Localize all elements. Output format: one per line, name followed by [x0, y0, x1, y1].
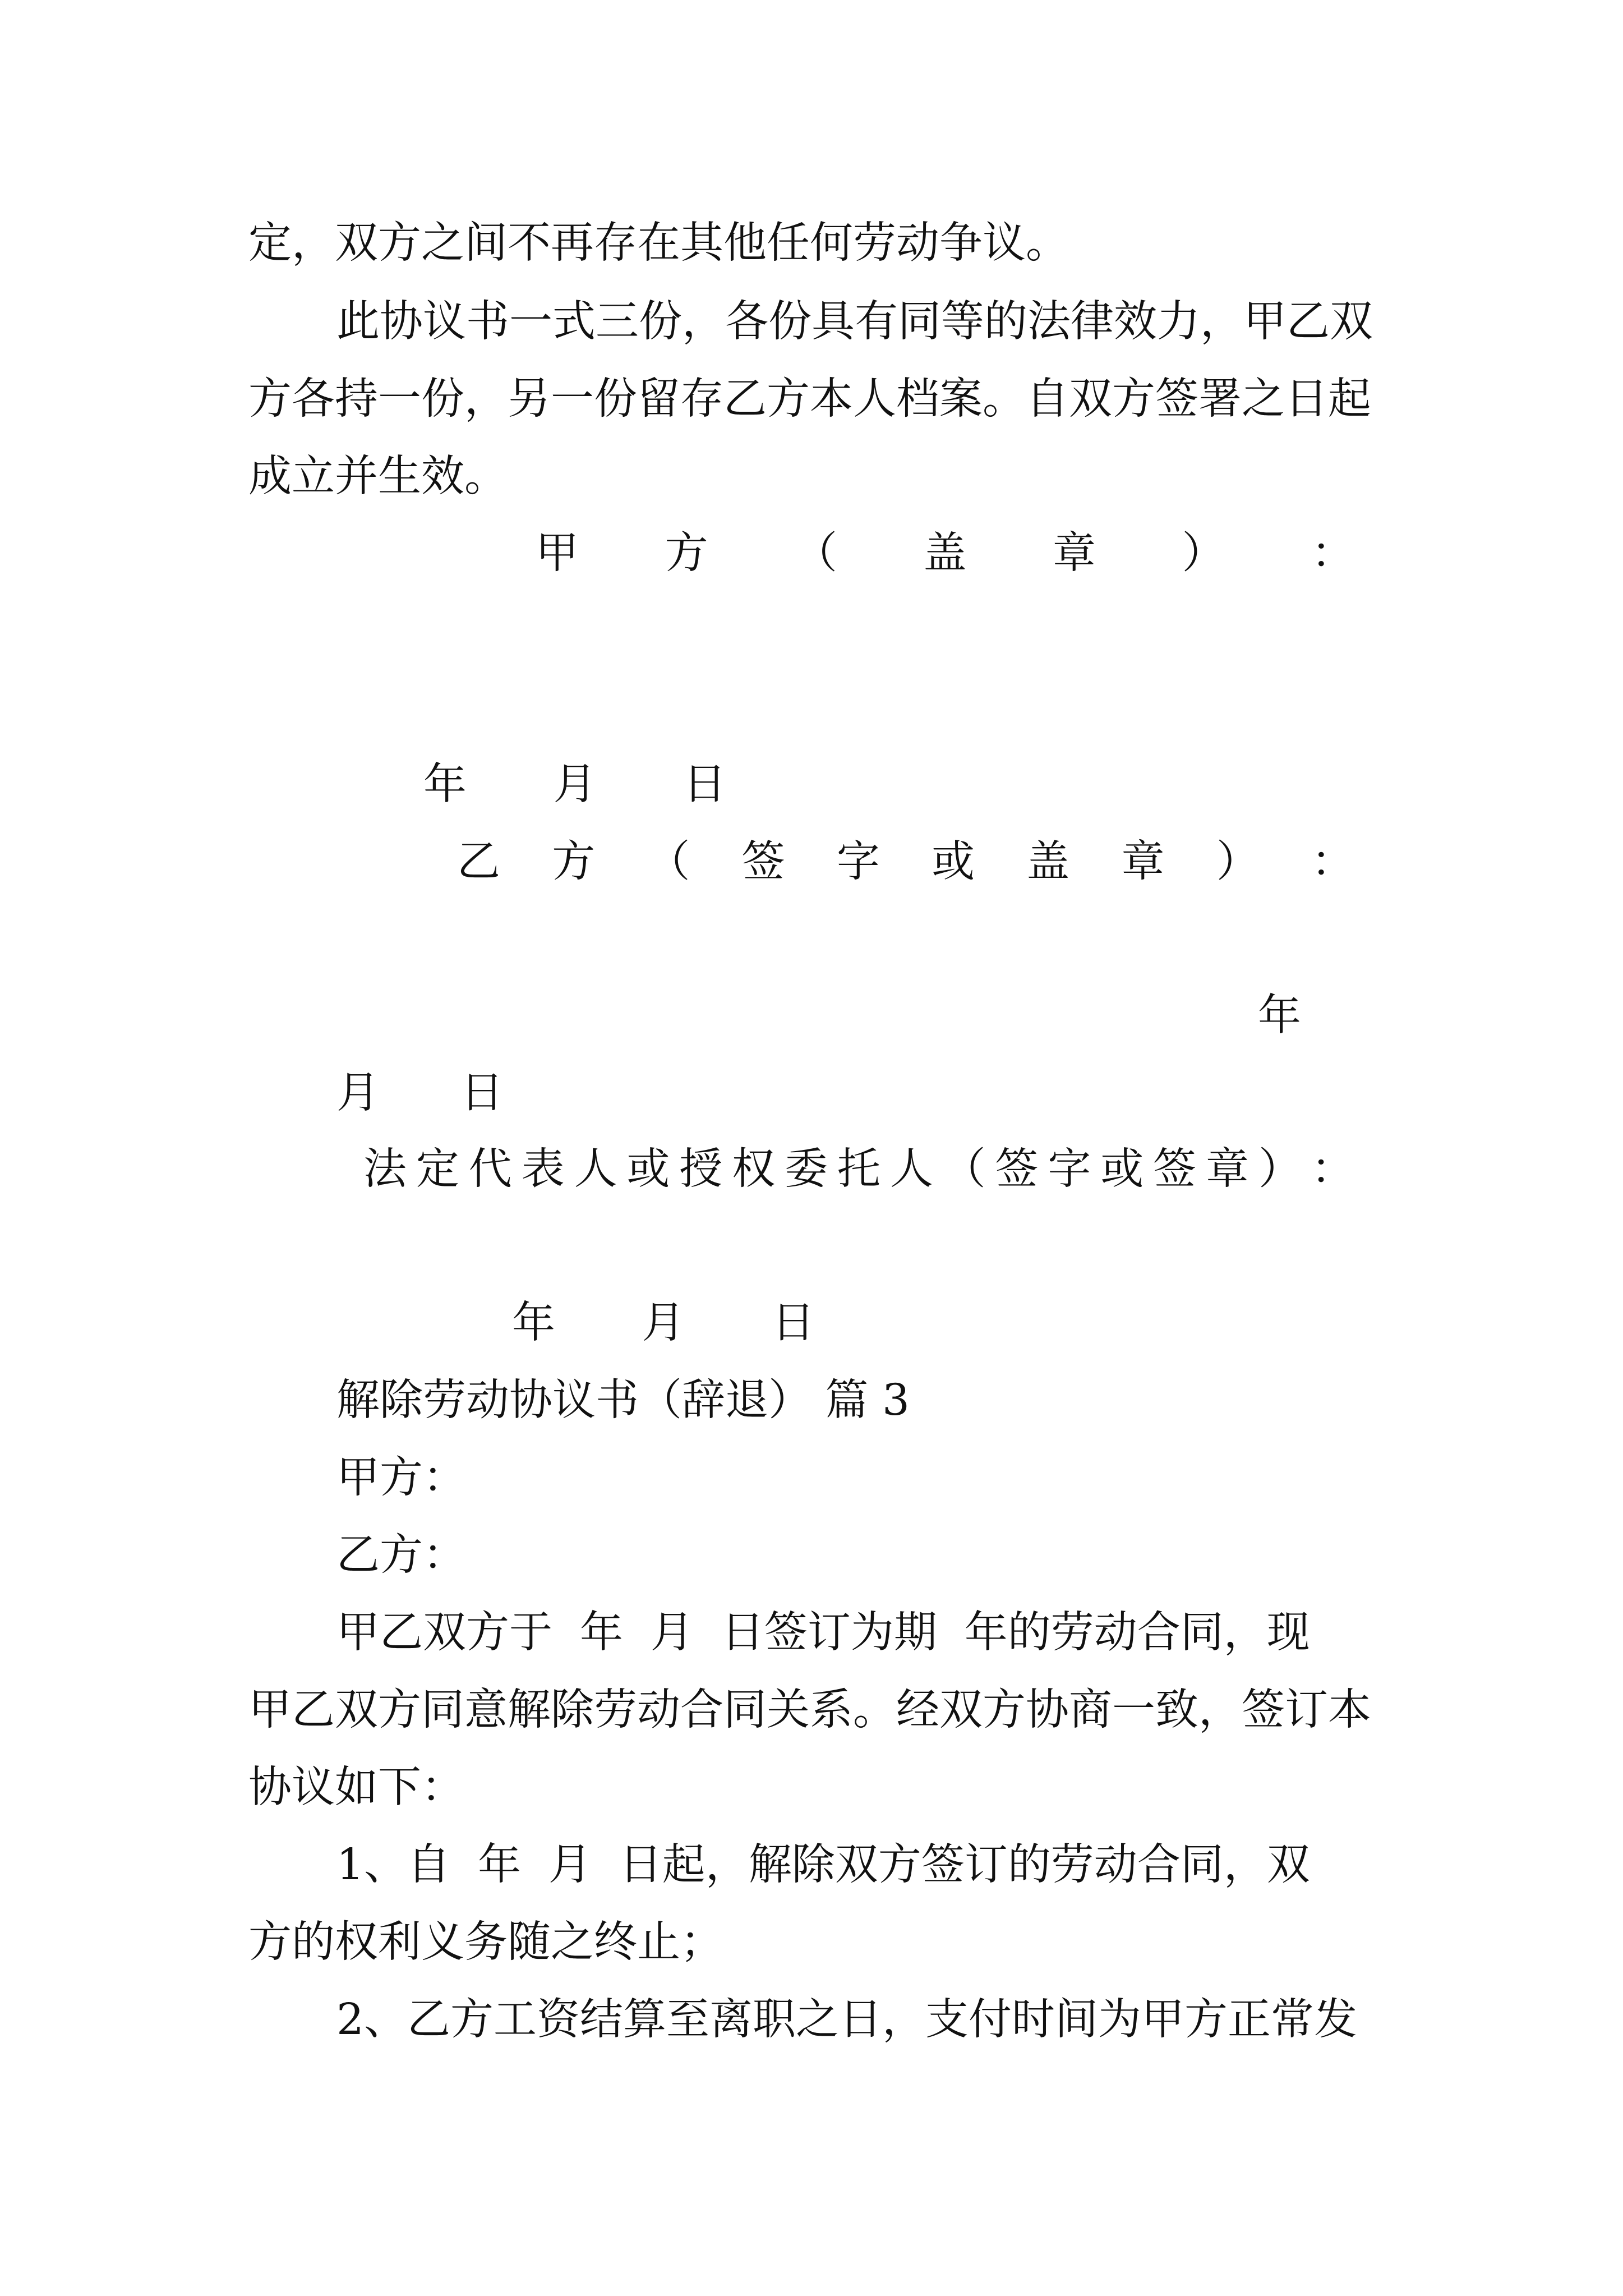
- text-line: 方各持一份，另一份留存乙方本人档案。自双方签署之日起: [248, 374, 1371, 424]
- date-year: 年: [1258, 991, 1301, 1041]
- char: ：: [1311, 837, 1354, 887]
- char: 人: [574, 1144, 617, 1194]
- char: （: [647, 837, 690, 887]
- text-line: 协议如下：: [248, 1763, 464, 1812]
- section-heading: 解除劳动协议书（辞退） 篇 3: [336, 1375, 910, 1425]
- party-b-label: 乙方：: [336, 1530, 466, 1580]
- char: ）: [1258, 1144, 1302, 1194]
- party-b-signature-line: [457, 837, 1354, 887]
- char: 权: [732, 1144, 776, 1194]
- char: 章: [1206, 1144, 1249, 1194]
- text-line: 定，双方之间不再存在其他任何劳动争议。: [248, 218, 1069, 268]
- char: 人: [889, 1144, 933, 1194]
- char: 表: [521, 1144, 565, 1194]
- party-a-label: 甲方：: [336, 1453, 466, 1503]
- text-line: 甲乙双方同意解除劳动合同关系。经双方协商一致，签订本: [248, 1685, 1371, 1735]
- char: 签: [741, 837, 785, 887]
- char: 盖: [1026, 837, 1070, 887]
- char: 章: [1121, 837, 1165, 887]
- char: 乙: [457, 837, 500, 887]
- char: 代: [468, 1144, 512, 1194]
- date-month: 月: [336, 1068, 380, 1118]
- char: 方: [552, 837, 596, 887]
- char: 授: [679, 1144, 723, 1194]
- text-line: 甲乙双方于 年 月 日签订为期 年的劳动合同，现: [336, 1608, 1310, 1658]
- date-month: 月: [553, 760, 597, 809]
- char: 字: [836, 837, 880, 887]
- char: 甲: [536, 528, 579, 578]
- char: （: [794, 528, 837, 578]
- date-line: [512, 1298, 815, 1348]
- char: 方: [665, 528, 708, 578]
- char: 章: [1053, 528, 1096, 578]
- char: 托: [837, 1144, 880, 1194]
- char: 定: [416, 1144, 459, 1194]
- text-line: 此协议书一式三份，各份具有同等的法律效力，甲乙双: [336, 297, 1373, 347]
- char: 签: [1153, 1144, 1197, 1194]
- date-day: 日: [772, 1298, 815, 1348]
- char: 委: [785, 1144, 828, 1194]
- char: ：: [1311, 1144, 1354, 1194]
- representative-signature-line: [363, 1144, 1354, 1194]
- char: （: [942, 1144, 986, 1194]
- date-year: 年: [512, 1298, 555, 1348]
- text-line: 成立并生效。: [248, 452, 508, 501]
- date-year: 年: [423, 760, 467, 809]
- date-month: 月: [642, 1298, 685, 1348]
- char: 或: [932, 837, 975, 887]
- party-a-signature-line: [536, 528, 1354, 578]
- char: 或: [1100, 1144, 1144, 1194]
- char: 盖: [923, 528, 967, 578]
- char: ：: [1311, 528, 1354, 578]
- text-line: 方的权利义务随之终止；: [248, 1917, 723, 1967]
- char: 字: [1048, 1144, 1091, 1194]
- char: 或: [626, 1144, 670, 1194]
- date-line: [336, 1068, 504, 1118]
- char: 签: [995, 1144, 1039, 1194]
- date-line: [423, 760, 726, 809]
- char: 法: [363, 1144, 407, 1194]
- char: ）: [1182, 528, 1225, 578]
- text-line: 1、自 年 月 日起，解除双方签订的劳动合同，双: [336, 1840, 1310, 1890]
- text-line: 2、乙方工资结算至离职之日，支付时间为甲方正常发: [336, 1995, 1357, 2045]
- date-day: 日: [460, 1068, 504, 1118]
- date-day: 日: [683, 760, 726, 809]
- char: ）: [1216, 837, 1260, 887]
